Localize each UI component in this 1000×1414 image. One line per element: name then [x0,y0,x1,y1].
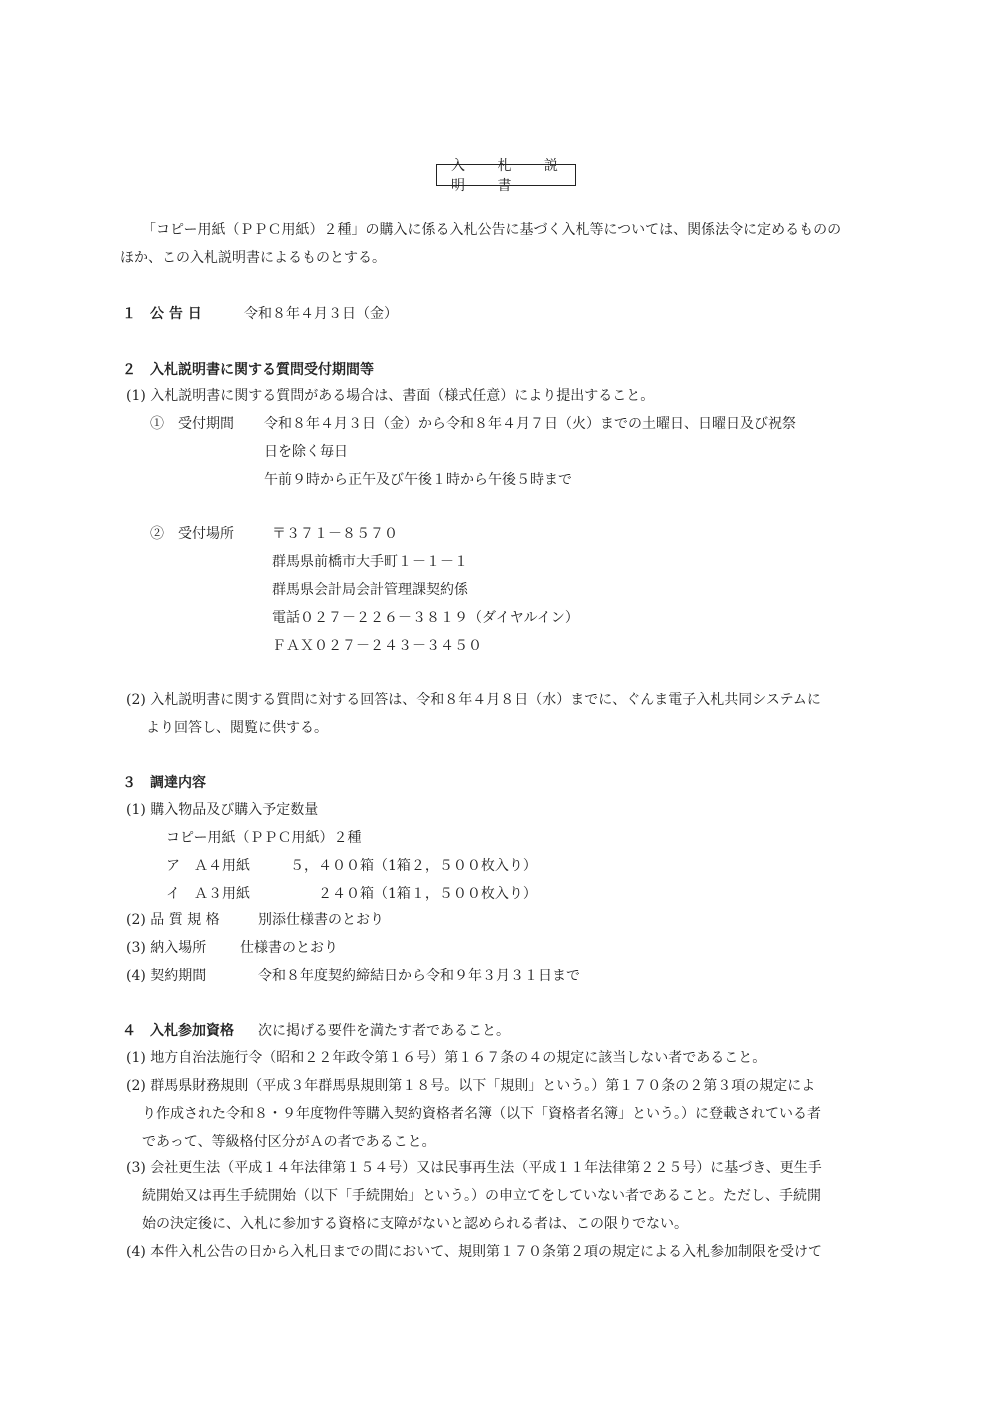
intro-line-2: ほか、この入札説明書によるものとする。 [120,250,386,266]
section-4-item-3-line-3: 始の決定後に、入札に参加する資格に支障がないと認められる者は、この限りでない。 [142,1216,688,1232]
reception-period-line-1: 令和８年４月３日（金）から令和８年４月７日（火）までの土曜日、日曜日及び祝祭 [264,416,796,432]
intro-line-1: 「コピー用紙（ＰＰＣ用紙）２種」の購入に係る入札公告に基づく入札等については、関係法令に定めるものの [142,222,842,238]
section-2-heading: ２ 入札説明書に関する質問受付期間等 [122,362,374,378]
announcement-date: 令和８年４月３日（金） [244,306,398,322]
reception-period-line-3: 午前９時から正午及び午後１時から午後５時まで [264,472,572,488]
reception-place-label: ② 受付場所 [150,526,234,542]
document-title: 入 札 説 明 書 [436,164,576,186]
section-4-item-2-line-2: り作成された令和８・９年度物件等購入契約資格者名簿（以下「資格者名簿」という。）に登載されている者 [142,1106,821,1122]
section-4-item-3-line-2: 続開始又は再生手続開始（以下「手続開始」という。）の申立てをしていない者であること。ただし、手続開 [142,1188,821,1204]
section-4-item-3-line-1: (3) 会社更生法（平成１４年法律第１５４号）又は民事再生法（平成１１年法律第２２５号）に基づき、更生手 [126,1160,822,1176]
section-2-item-1: (1) 入札説明書に関する質問がある場合は、書面（様式任意）により提出すること。 [126,388,655,404]
section-4-item-1: (1) 地方自治法施行令（昭和２２年政令第１６号）第１６７条の４の規定に該当しない者であること。 [126,1050,767,1066]
section-1-heading: １ 公 告 日 [122,306,202,322]
section-4-item-2-line-1: (2) 群馬県財務規則（平成３年群馬県規則第１８号。以下「規則」という。）第１７０条の２第３項の規定によ [126,1078,816,1094]
delivery-place-label: (3) 納入場所 [126,940,207,956]
phone-number: 電話０２７－２２６－３８１９（ダイヤルイン） [272,610,579,626]
section-4-item-2-line-3: であって、等級格付区分がＡの者であること。 [142,1134,436,1150]
office-name: 群馬県会計局会計管理課契約係 [272,582,468,598]
section-2-item-2-line-1: (2) 入札説明書に関する質問に対する回答は、令和８年４月８日（水）までに、ぐんま電子入札共同システムに [126,692,821,708]
quality-spec-label: (2) 品 質 規 格 [126,912,220,928]
section-3-heading: ３ 調達内容 [122,775,206,791]
contract-period-label: (4) 契約期間 [126,968,207,984]
quality-spec-value: 別添仕様書のとおり [258,912,384,928]
postal-code: 〒３７１－８５７０ [272,526,398,542]
section-3-item-1: (1) 購入物品及び購入予定数量 [126,802,319,818]
delivery-place-value: 仕様書のとおり [240,940,338,956]
contract-period-value: 令和８年度契約締結日から令和９年３月３１日まで [258,968,580,984]
section-4-note: 次に掲げる要件を満たす者であること。 [258,1023,510,1039]
section-4-item-4: (4) 本件入札公告の日から入札日までの間において、規則第１７０条第２項の規定による入札参加制限を受けて [126,1244,822,1260]
reception-period-label: ① 受付期間 [150,416,234,432]
product-name: コピー用紙（ＰＰＣ用紙）２種 [166,830,362,846]
item-a-quantity: ５，４００箱（1箱２，５００枚入り） [290,858,537,874]
section-4-heading: ４ 入札参加資格 [122,1023,234,1039]
item-b-label: イ Ａ３用紙 [166,886,250,902]
address: 群馬県前橋市大手町１－１－１ [272,554,468,570]
section-2-item-2-line-2: より回答し、閲覧に供する。 [146,720,328,736]
reception-period-line-2: 日を除く毎日 [264,444,348,460]
item-b-quantity: ２４０箱（1箱１，５００枚入り） [318,886,537,902]
fax-number: ＦＡＸ０２７－２４３－３４５０ [272,638,482,654]
item-a-label: ア Ａ４用紙 [166,858,250,874]
